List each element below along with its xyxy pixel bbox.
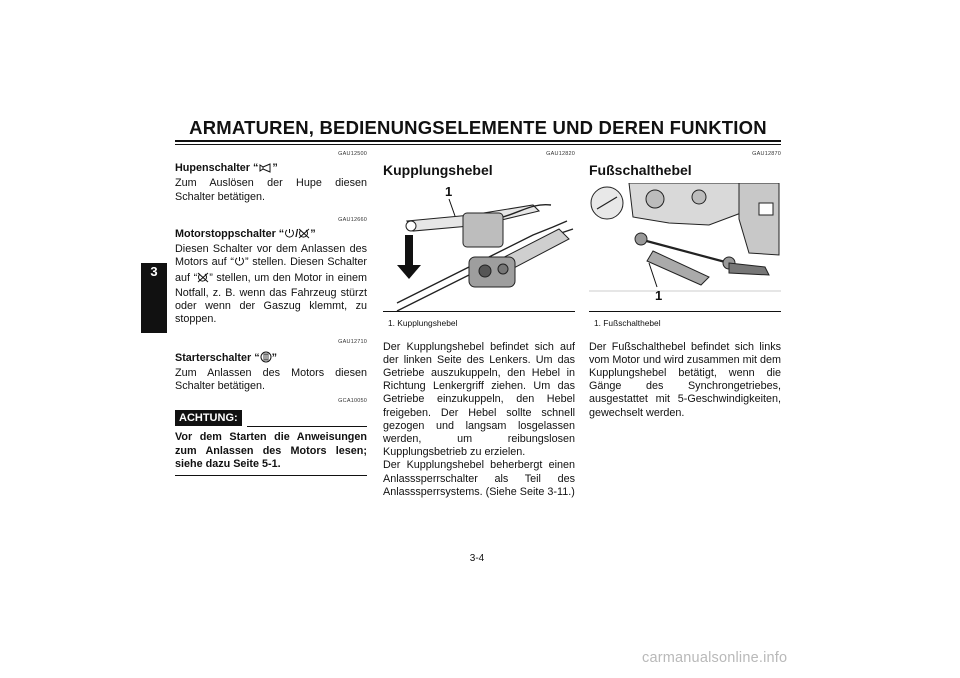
shift-pedal-illustration — [589, 183, 781, 311]
ref-code: GCA10050 — [338, 398, 367, 405]
horn-icon — [258, 163, 272, 177]
heading-text: / — [295, 228, 299, 241]
caption-rule — [589, 311, 781, 312]
figure-caption: 1. Kupplungshebel — [388, 318, 458, 329]
figure-callout: 1 — [445, 184, 453, 200]
ref-code: GAU12710 — [338, 339, 367, 346]
heading-text: ” — [272, 162, 278, 175]
starter-switch-heading — [175, 351, 367, 367]
page-number: 3-4 — [469, 553, 485, 564]
caution-text: Vor dem Starten die Anweisungen zum Anlassen des Motors lesen; siehe dazu Seite 5-1. — [175, 431, 367, 470]
clutch-lever-illustration — [383, 183, 575, 311]
starter-icon — [260, 351, 272, 367]
engine-run-icon — [284, 228, 295, 243]
engine-stop-switch-heading — [175, 228, 367, 243]
engine-stop-icon — [298, 228, 310, 243]
engine-stop-switch-text — [175, 243, 367, 326]
shift-pedal-title: Fußschalthebel — [589, 162, 692, 179]
clutch-lever-title: Kupplungshebel — [383, 162, 493, 179]
ref-code: GAU12500 — [338, 151, 367, 157]
clutch-lever-text-2: Der Kupplungshebel beherbergt einen Anlasssperrschalter als Teil des Anlasssperrsystems. (Siehe Seite 3-11.) — [383, 459, 575, 498]
horn-switch-text: Zum Auslösen der Hupe diesen Schalter betätigen. — [175, 177, 367, 203]
heading-text: ” — [271, 351, 278, 364]
figure-caption: 1. Fußschalthebel — [594, 318, 661, 329]
column-right — [589, 148, 781, 420]
clutch-lever-text: Der Kupplungshebel befindet sich auf der linken Seite des Lenkers. Um das Getriebe auszukuppeln, den Hebel in Richtung Lenkergriff ziehen. Um das Getriebe einzukuppeln, den Hebel freigeben. Der Hebel sollte schnell gezogen und langsam losgelassen werden, um reibungslosen Kupplungsbetrieb zu erzielen. — [383, 340, 575, 459]
header-rule — [175, 140, 781, 142]
watermark: carmanualsonline.info — [642, 650, 788, 666]
caution-label: ACHTUNG: — [175, 410, 242, 426]
horn-switch-heading — [175, 162, 367, 177]
shift-pedal-text: Der Fußschalthebel befindet sich links vom Motor und wird zusammen mit dem Kupplungshebel betätigt, wenn die Gänge des Synchrongetriebes, ausgestattet mit 5-Geschwindigkeiten, gewechselt werden. — [589, 340, 782, 419]
body-text: ” stellen. Diesen Schalter auf “ — [175, 256, 367, 284]
ref-code: GAU12820 — [546, 151, 575, 157]
caution-rule — [247, 426, 367, 427]
figure-callout: 1 — [655, 288, 663, 304]
clutch-lever-figure — [383, 183, 575, 311]
shift-pedal-figure — [589, 183, 781, 311]
header-rule-thin — [175, 144, 781, 145]
heading-text: Starterschalter “ — [175, 351, 260, 364]
ref-code: GAU12660 — [338, 216, 367, 223]
heading-text: Hupenschalter “ — [175, 162, 259, 175]
starter-switch-text: Zum Anlassen des Motors diesen Schalter betätigen. — [175, 366, 367, 393]
caption-rule — [383, 311, 575, 312]
ref-code: GAU12870 — [752, 151, 781, 157]
page-header: ARMATUREN, BEDIENUNGSELEMENTE UND DEREN FUNKTION — [189, 117, 767, 138]
engine-stop-icon — [197, 272, 209, 287]
body-text: Diesen Schalter vor dem Anlassen des Motors auf “ — [175, 243, 367, 269]
engine-run-icon — [234, 256, 245, 271]
heading-text: ” — [310, 228, 316, 241]
column-left — [175, 148, 367, 476]
caution-end-rule — [175, 475, 367, 476]
caution-header — [175, 410, 367, 428]
chapter-number: 3 — [150, 264, 158, 279]
column-middle — [383, 148, 575, 499]
heading-text: Motorstoppschalter “ — [175, 228, 285, 241]
body-text: ” stellen, um den Motor in einem Notfall, z. B. wenn das Fahrzeug stürzt oder wenn der Gaszug klemmt, zu stoppen. — [175, 271, 367, 326]
